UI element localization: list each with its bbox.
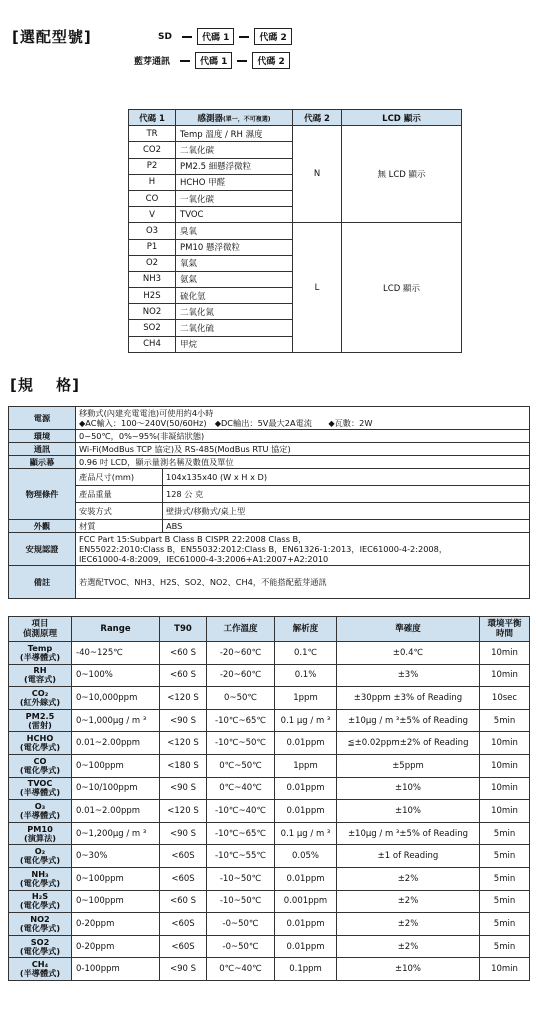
item-name: NH₃ <box>31 868 49 879</box>
spec-row-note <box>9 566 530 599</box>
equil-cell: 5min <box>480 709 530 732</box>
header-sensor <box>176 110 293 126</box>
range-cell: 0~30% <box>72 845 160 868</box>
t90-cell: <60S <box>160 867 207 890</box>
accuracy-cell: ±10% <box>337 800 480 823</box>
range-cell: 0~1,200μg / m ³ <box>72 822 160 845</box>
header-code2: 代碼 2 <box>293 110 342 126</box>
code-cell: V <box>129 207 176 223</box>
spec-row-install <box>9 503 530 520</box>
accuracy-cell: ±10μg / m ³±5% of Reading <box>337 709 480 732</box>
spec-row-size <box>9 469 530 486</box>
equil-cell: 10min <box>480 754 530 777</box>
table-row <box>9 935 530 958</box>
item-name: SO2 <box>30 936 50 947</box>
equil-cell: 5min <box>480 935 530 958</box>
equil-cell: 10min <box>480 664 530 687</box>
spec-section-title: [規 格] <box>10 376 80 394</box>
range-cell: 0-20ppm <box>72 913 160 936</box>
table-row <box>9 709 530 732</box>
item-principle: (電容式) <box>23 674 57 685</box>
item-cell <box>9 664 72 687</box>
code-cell: SO2 <box>129 320 176 336</box>
temp-cell: -10℃~55℃ <box>207 845 275 868</box>
sensor-cell: Temp 溫度 / RH 濕度 <box>176 126 293 142</box>
table-row <box>9 822 530 845</box>
table-row <box>129 223 462 239</box>
resolution-cell: 1ppm <box>275 754 337 777</box>
range-cell: 0~10/100ppm <box>72 777 160 800</box>
equil-cell: 10sec <box>480 687 530 710</box>
power-line: 移動式(內建充電電池)可使用約4小時 <box>79 408 214 418</box>
t90-cell: <60 S <box>160 890 207 913</box>
item-principle: (電化學式) <box>19 764 61 775</box>
equil-cell: 10min <box>480 732 530 755</box>
resolution-cell: 0.01ppm <box>275 913 337 936</box>
code-cell: O3 <box>129 223 176 239</box>
item-cell <box>9 913 72 936</box>
header-equil-line: 時間 <box>495 629 513 639</box>
resolution-cell: 0.1% <box>275 664 337 687</box>
item-name: O₂ <box>34 846 46 857</box>
item-principle: (電化學式) <box>19 742 61 753</box>
temp-cell: -20~60℃ <box>207 642 275 665</box>
spec-sublabel: 產品尺寸(mm) <box>76 469 163 486</box>
item-principle: (半導體式) <box>19 809 61 820</box>
safety-line: IEC61000-4-8:2009，IEC61000-4-3:2006+A1:2007+A2:2010 <box>79 554 329 564</box>
spec-value <box>76 407 530 430</box>
sensor-cell: 甲烷 <box>176 336 293 352</box>
accuracy-cell: ±10% <box>337 958 480 981</box>
item-cell <box>9 777 72 800</box>
table-row <box>9 754 530 777</box>
header-lcd: LCD 顯示 <box>342 110 462 126</box>
item-principle: (電化學式) <box>19 877 61 888</box>
header-item-line: 項目 <box>31 619 49 629</box>
item-name: CH₄ <box>31 959 49 970</box>
item-name: TVOC <box>27 778 53 789</box>
temp-cell: -10~50℃ <box>207 867 275 890</box>
spec-row-weight <box>9 486 530 503</box>
model-prefix-bluetooth: 藍芽通訊 <box>134 57 171 67</box>
range-cell: 0-20ppm <box>72 935 160 958</box>
spec-sublabel: 材質 <box>76 520 163 533</box>
sensor-cell: 氧氣 <box>176 255 293 271</box>
accuracy-cell: ±2% <box>337 913 480 936</box>
resolution-cell: 0.1℃ <box>275 642 337 665</box>
table-row <box>9 687 530 710</box>
resolution-cell: 0.1 μg / m ³ <box>275 709 337 732</box>
item-name: H₂S <box>31 891 49 902</box>
sensor-cell: PM2.5 細懸浮微粒 <box>176 158 293 174</box>
spec-value: Wi-Fi(ModBus TCP 協定)及 RS-485(ModBus RTU 協定) <box>76 443 530 456</box>
resolution-cell: 0.01ppm <box>275 867 337 890</box>
t90-cell: <60S <box>160 845 207 868</box>
accuracy-cell: ±2% <box>337 935 480 958</box>
sensor-cell: 二氧化碳 <box>176 142 293 158</box>
item-name: NO2 <box>30 913 50 924</box>
item-cell <box>9 800 72 823</box>
t90-cell: <120 S <box>160 732 207 755</box>
safety-line: EN55022:2010:Class B，EN55032:2012:Class B，EN61326-1:2013，IEC61000-4-2:2008， <box>79 544 448 554</box>
item-name: CO₂ <box>31 687 49 698</box>
item-principle: (電化學式) <box>19 900 61 911</box>
resolution-cell: 1ppm <box>275 687 337 710</box>
t90-cell: <90 S <box>160 958 207 981</box>
equil-cell: 10min <box>480 958 530 981</box>
spec-row-power <box>9 407 530 430</box>
item-cell <box>9 867 72 890</box>
header-equil-line: 環境平衡 <box>487 619 522 629</box>
header-item-line: 偵測原理 <box>22 629 57 639</box>
temp-cell: 0℃~50℃ <box>207 754 275 777</box>
range-cell: 0~10,000ppm <box>72 687 160 710</box>
spec-row-comm <box>9 443 530 456</box>
item-principle: (電化學式) <box>19 855 61 866</box>
temp-cell: -0~50℃ <box>207 913 275 936</box>
resolution-cell: 0.1 μg / m ³ <box>275 822 337 845</box>
spec-value: 104x135x40 (W x H x D) <box>163 469 530 486</box>
temp-cell: 0℃~40℃ <box>207 777 275 800</box>
item-cell <box>9 732 72 755</box>
t90-cell: <90 S <box>160 709 207 732</box>
spec-value: 壁掛式/移動式/桌上型 <box>163 503 530 520</box>
equil-cell: 5min <box>480 867 530 890</box>
range-cell: 0-100ppm <box>72 958 160 981</box>
temp-cell: -10℃~65℃ <box>207 709 275 732</box>
resolution-cell: 0.1ppm <box>275 958 337 981</box>
dash-separator <box>180 60 190 62</box>
item-principle: (電化學式) <box>19 945 61 956</box>
equil-cell: 5min <box>480 845 530 868</box>
code-table-header <box>129 110 462 126</box>
sensor-cell: 一氧化碳 <box>176 190 293 206</box>
table-row <box>9 664 530 687</box>
sensor-cell: 臭氧 <box>176 223 293 239</box>
temp-cell: -10℃~40℃ <box>207 800 275 823</box>
header-accuracy: 準確度 <box>337 617 480 642</box>
equil-cell: 5min <box>480 890 530 913</box>
spec-label: 顯示幕 <box>9 456 76 469</box>
spec-label: 電源 <box>9 407 76 430</box>
accuracy-cell: ±2% <box>337 867 480 890</box>
equil-cell: 5min <box>480 913 530 936</box>
header-sensor-note: (單一，不可複選) <box>223 115 271 123</box>
table-row <box>9 958 530 981</box>
spec-value: ABS <box>163 520 530 533</box>
item-principle: (雷射) <box>28 719 52 730</box>
accuracy-cell: ±5ppm <box>337 754 480 777</box>
t90-cell: <60S <box>160 935 207 958</box>
spec-sublabel: 產品重量 <box>76 486 163 503</box>
item-cell <box>9 822 72 845</box>
table-row <box>9 867 530 890</box>
item-cell <box>9 642 72 665</box>
header-temp: 工作溫度 <box>207 617 275 642</box>
spec-label: 外觀 <box>9 520 76 533</box>
code-cell: CO <box>129 190 176 206</box>
item-cell <box>9 935 72 958</box>
dash-separator <box>237 60 247 62</box>
spec-label: 物理條件 <box>9 469 76 520</box>
spec-value: 128 公 克 <box>163 486 530 503</box>
code1-box: 代碼 1 <box>195 52 232 69</box>
accuracy-cell: ±10% <box>337 777 480 800</box>
spec-table <box>8 406 530 599</box>
spec-value <box>76 533 530 566</box>
detect-table <box>8 616 530 981</box>
accuracy-cell: ±10μg / m ³±5% of Reading <box>337 822 480 845</box>
item-name: PM10 <box>27 823 53 834</box>
range-cell: 0.01~2.00ppm <box>72 800 160 823</box>
spec-label: 安規認證 <box>9 533 76 566</box>
temp-cell: 0℃~40℃ <box>207 958 275 981</box>
resolution-cell: 0.01ppm <box>275 935 337 958</box>
header-sensor-label: 感測器 <box>197 113 223 124</box>
accuracy-cell: ±0.4℃ <box>337 642 480 665</box>
sensor-cell: 二氧化氮 <box>176 304 293 320</box>
equil-cell: 10min <box>480 800 530 823</box>
accuracy-cell: ±2% <box>337 890 480 913</box>
safety-line: FCC Part 15:Subpart B Class B CISPR 22:2008 Class B， <box>79 534 307 544</box>
item-name: O₃ <box>34 800 46 811</box>
code-cell: CH4 <box>129 336 176 352</box>
spec-row-env <box>9 430 530 443</box>
header-t90: T90 <box>160 617 207 642</box>
t90-cell: <120 S <box>160 687 207 710</box>
t90-cell: <180 S <box>160 754 207 777</box>
accuracy-cell: ±3% <box>337 664 480 687</box>
t90-cell: <90 S <box>160 777 207 800</box>
range-cell: 0~1,000μg / m ³ <box>72 709 160 732</box>
range-cell: -40~125℃ <box>72 642 160 665</box>
equil-cell: 10min <box>480 642 530 665</box>
code-cell: P2 <box>129 158 176 174</box>
dash-separator <box>239 36 249 38</box>
item-name: HCHO <box>26 733 54 744</box>
item-principle: (半導體式) <box>19 787 61 798</box>
temp-cell: -10℃~50℃ <box>207 732 275 755</box>
table-row <box>9 777 530 800</box>
item-cell <box>9 958 72 981</box>
resolution-cell: 0.01ppm <box>275 777 337 800</box>
t90-cell: <60 S <box>160 642 207 665</box>
accuracy-cell: ±30ppm ±3% of Reading <box>337 687 480 710</box>
header-item <box>9 617 72 642</box>
spec-value: 若選配TVOC、NH3、H2S、SO2、NO2、CH4，不能搭配藍芽通訊 <box>76 566 530 599</box>
resolution-cell: 0.01ppm <box>275 800 337 823</box>
item-name: PM2.5 <box>25 710 55 721</box>
code-cell: CO2 <box>129 142 176 158</box>
spec-row-safety <box>9 533 530 566</box>
t90-cell: <60 S <box>160 664 207 687</box>
code-cell: H2S <box>129 288 176 304</box>
table-row <box>129 126 462 142</box>
select-section-title: [選配型號] <box>12 28 92 46</box>
range-cell: 0~100% <box>72 664 160 687</box>
code-cell: P1 <box>129 239 176 255</box>
t90-cell: <120 S <box>160 800 207 823</box>
temp-cell: 0~50℃ <box>207 687 275 710</box>
item-cell <box>9 687 72 710</box>
spec-row-display <box>9 456 530 469</box>
model-row-sd <box>158 28 292 45</box>
code2-cell: N <box>293 126 342 223</box>
t90-cell: <60S <box>160 913 207 936</box>
code-cell: TR <box>129 126 176 142</box>
detect-table-body <box>9 642 530 981</box>
table-row <box>9 800 530 823</box>
range-cell: 0~100ppm <box>72 867 160 890</box>
lcd-cell: LCD 顯示 <box>342 223 462 353</box>
code-cell: NH3 <box>129 271 176 287</box>
item-cell <box>9 709 72 732</box>
spec-row-appearance <box>9 520 530 533</box>
dash-separator <box>182 36 192 38</box>
resolution-cell: 0.05% <box>275 845 337 868</box>
equil-cell: 10min <box>480 777 530 800</box>
item-cell <box>9 845 72 868</box>
code-cell: H <box>129 174 176 190</box>
item-principle: (半導體式) <box>19 968 61 979</box>
accuracy-cell: ≦±0.02ppm±2% of Reading <box>337 732 480 755</box>
temp-cell: -0~50℃ <box>207 935 275 958</box>
spec-label: 通訊 <box>9 443 76 456</box>
sensor-cell: TVOC <box>176 207 293 223</box>
spec-label: 環境 <box>9 430 76 443</box>
spec-value: 0~50℃，0%~95%(非凝結狀態) <box>76 430 530 443</box>
range-cell: 0.01~2.00ppm <box>72 732 160 755</box>
header-resolution: 解析度 <box>275 617 337 642</box>
range-cell: 0~100ppm <box>72 890 160 913</box>
lcd-cell: 無 LCD 顯示 <box>342 126 462 223</box>
sensor-cell: 硫化氫 <box>176 288 293 304</box>
item-principle: (紅外線式) <box>19 696 61 707</box>
model-row-bluetooth <box>134 52 290 69</box>
item-principle: (半導體式) <box>19 651 61 662</box>
header-code1: 代碼 1 <box>129 110 176 126</box>
code2-cell: L <box>293 223 342 353</box>
item-cell <box>9 754 72 777</box>
item-name: RH <box>33 665 47 676</box>
sensor-cell: PM10 懸浮微粒 <box>176 239 293 255</box>
table-row <box>9 890 530 913</box>
resolution-cell: 0.01ppm <box>275 732 337 755</box>
table-row <box>9 642 530 665</box>
item-principle: (電化學式) <box>19 922 61 933</box>
spec-label: 備註 <box>9 566 76 599</box>
resolution-cell: 0.001ppm <box>275 890 337 913</box>
header-range: Range <box>72 617 160 642</box>
equil-cell: 5min <box>480 822 530 845</box>
code2-box: 代碼 2 <box>252 52 289 69</box>
item-name: Temp <box>27 642 53 653</box>
item-principle: (演算法) <box>23 832 57 843</box>
temp-cell: -10~50℃ <box>207 890 275 913</box>
code-cell: O2 <box>129 255 176 271</box>
temp-cell: -20~60℃ <box>207 664 275 687</box>
sensor-cell: 氨氣 <box>176 271 293 287</box>
accuracy-cell: ±1 of Reading <box>337 845 480 868</box>
range-cell: 0~100ppm <box>72 754 160 777</box>
table-row <box>9 845 530 868</box>
table-row <box>9 732 530 755</box>
code1-box: 代碼 1 <box>197 28 234 45</box>
code-cell: NO2 <box>129 304 176 320</box>
detect-table-header <box>9 617 530 642</box>
item-cell <box>9 890 72 913</box>
item-name: CO <box>33 755 47 766</box>
temp-cell: -10℃~65℃ <box>207 822 275 845</box>
table-row <box>9 913 530 936</box>
sensor-cell: 二氧化硫 <box>176 320 293 336</box>
model-prefix-sd: SD <box>158 31 172 42</box>
spec-value: 0.96 吋 LCD，顯示量測名稱及數值及單位 <box>76 456 530 469</box>
spec-sublabel: 安裝方式 <box>76 503 163 520</box>
header-equil <box>480 617 530 642</box>
t90-cell: <90 S <box>160 822 207 845</box>
code-table <box>128 109 462 353</box>
sensor-cell: HCHO 甲醛 <box>176 174 293 190</box>
code2-box: 代碼 2 <box>254 28 291 45</box>
power-line: ◆AC輸入：100～240V(50/60Hz) ◆DC輸出：5V最大2A電流 ◆瓦數：2W <box>79 418 373 428</box>
